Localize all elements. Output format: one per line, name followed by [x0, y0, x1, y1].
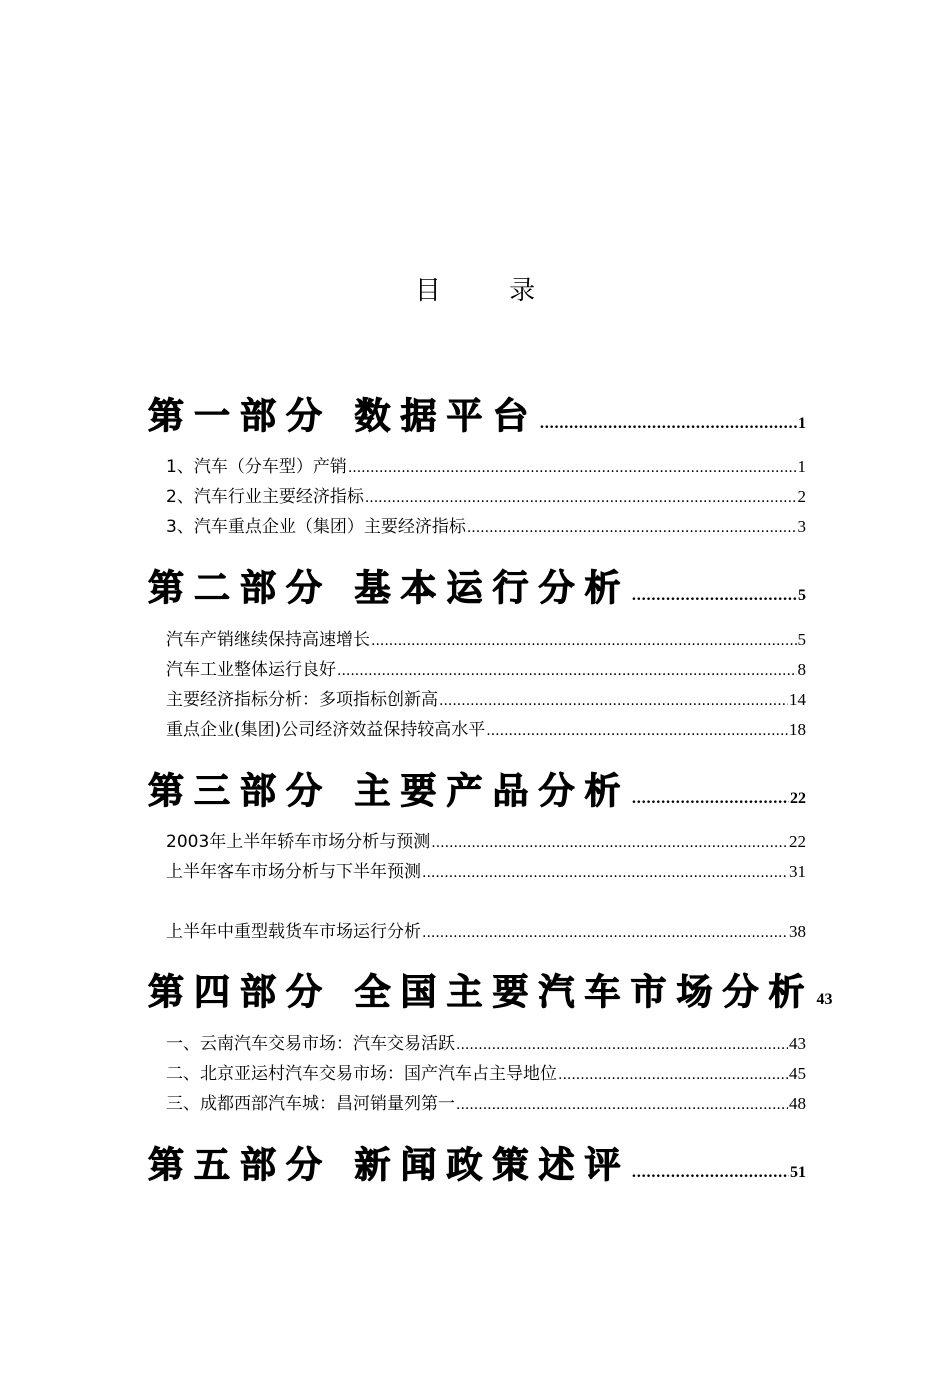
- toc-entry-label: 二、北京亚运村汽车交易市场：国产汽车占主导地位: [166, 1064, 557, 1084]
- toc-page-number: 38: [789, 922, 806, 941]
- toc-page-number: 2: [797, 487, 806, 506]
- leader-dots: [632, 588, 797, 604]
- toc-page-number: 3: [797, 517, 806, 536]
- toc-page-number: 18: [789, 720, 806, 739]
- leader-dots: [486, 723, 788, 739]
- page-title: 目 录: [414, 276, 566, 306]
- toc-page-number: 51: [790, 1164, 806, 1181]
- leader-dots: [456, 1097, 788, 1113]
- toc-entry[interactable]: [166, 482, 806, 507]
- toc-entry[interactable]: [166, 1029, 806, 1054]
- toc-page-number: 14: [789, 690, 806, 709]
- leader-dots: [632, 791, 789, 807]
- toc-entry-label: 重点企业(集团)公司经济效益保持较高水平: [166, 720, 486, 740]
- toc-part-label: 第五部分 新闻政策述评: [148, 1145, 631, 1186]
- leader-dots: [439, 693, 788, 709]
- toc-entry-label: 1、汽车（分车型）产销: [166, 457, 347, 477]
- toc-part-2[interactable]: [148, 560, 806, 611]
- toc-part-1[interactable]: [148, 388, 806, 439]
- toc-part-label: 第三部分 主要产品分析: [148, 771, 631, 812]
- toc-part-label: 第一部分 数据平台: [148, 396, 539, 437]
- toc-page-number: 5: [797, 630, 806, 649]
- leader-dots: [632, 1165, 789, 1181]
- toc-part-5[interactable]: [148, 1137, 806, 1188]
- toc-page-number: 5: [798, 587, 806, 604]
- toc-entry[interactable]: [166, 827, 806, 852]
- leader-dots: [422, 925, 788, 941]
- toc-part-label: 第二部分 基本运行分析: [148, 568, 631, 609]
- leader-dots: [540, 416, 797, 432]
- toc-entry[interactable]: [166, 625, 806, 650]
- toc-entry-label: 汽车产销继续保持高速增长: [166, 630, 370, 650]
- leader-dots: [365, 490, 797, 506]
- toc-page-number: 45: [789, 1064, 806, 1083]
- leader-dots: [422, 865, 788, 881]
- toc-entry[interactable]: [166, 1059, 806, 1084]
- toc-page-number: 22: [790, 790, 806, 807]
- toc-page-number: 48: [789, 1094, 806, 1113]
- toc-entry-label: 上半年中重型载货车市场运行分析: [166, 922, 421, 942]
- toc-entry[interactable]: [166, 655, 806, 680]
- toc-page-number: 31: [789, 862, 806, 881]
- toc-page-number: 1: [798, 415, 806, 432]
- toc-part-3[interactable]: [148, 763, 806, 814]
- toc-page-number: 43: [789, 1034, 806, 1053]
- toc-entry-label: 2、汽车行业主要经济指标: [166, 487, 364, 507]
- leader-dots: [348, 460, 797, 476]
- toc-part-4[interactable]: [148, 964, 833, 1015]
- toc-page-number: 1: [797, 457, 806, 476]
- toc-page-number: 43: [816, 991, 833, 1008]
- toc-page-number: 8: [797, 660, 806, 679]
- toc-entry[interactable]: [166, 512, 806, 537]
- toc-entry-label: 上半年客车市场分析与下半年预测: [166, 862, 421, 882]
- leader-dots: [431, 835, 788, 851]
- leader-dots: [558, 1067, 788, 1083]
- toc-entry[interactable]: [166, 452, 806, 477]
- toc-entry[interactable]: [166, 857, 806, 882]
- leader-dots: [371, 633, 797, 649]
- toc-entry-label: 汽车工业整体运行良好: [166, 660, 336, 680]
- toc-entry[interactable]: [166, 715, 806, 740]
- toc-entry-label: 三、成都西部汽车城：昌河销量列第一: [166, 1094, 455, 1114]
- toc-entry-label: 主要经济指标分析：多项指标创新高: [166, 690, 438, 710]
- toc-entry[interactable]: [166, 1089, 806, 1114]
- toc-entry-label: 3、汽车重点企业（集团）主要经济指标: [166, 517, 466, 537]
- toc-part-label: 第四部分 全国主要汽车市场分析: [148, 972, 815, 1013]
- toc-entry[interactable]: [166, 685, 806, 710]
- leader-dots: [467, 520, 797, 536]
- toc-entry-label: 2003年上半年轿车市场分析与预测: [166, 832, 431, 852]
- leader-dots: [456, 1037, 788, 1053]
- toc-entry[interactable]: [166, 917, 806, 942]
- leader-dots: [337, 663, 797, 679]
- toc-entry-label: 一、云南汽车交易市场：汽车交易活跃: [166, 1034, 455, 1054]
- toc-page-number: 22: [789, 832, 806, 851]
